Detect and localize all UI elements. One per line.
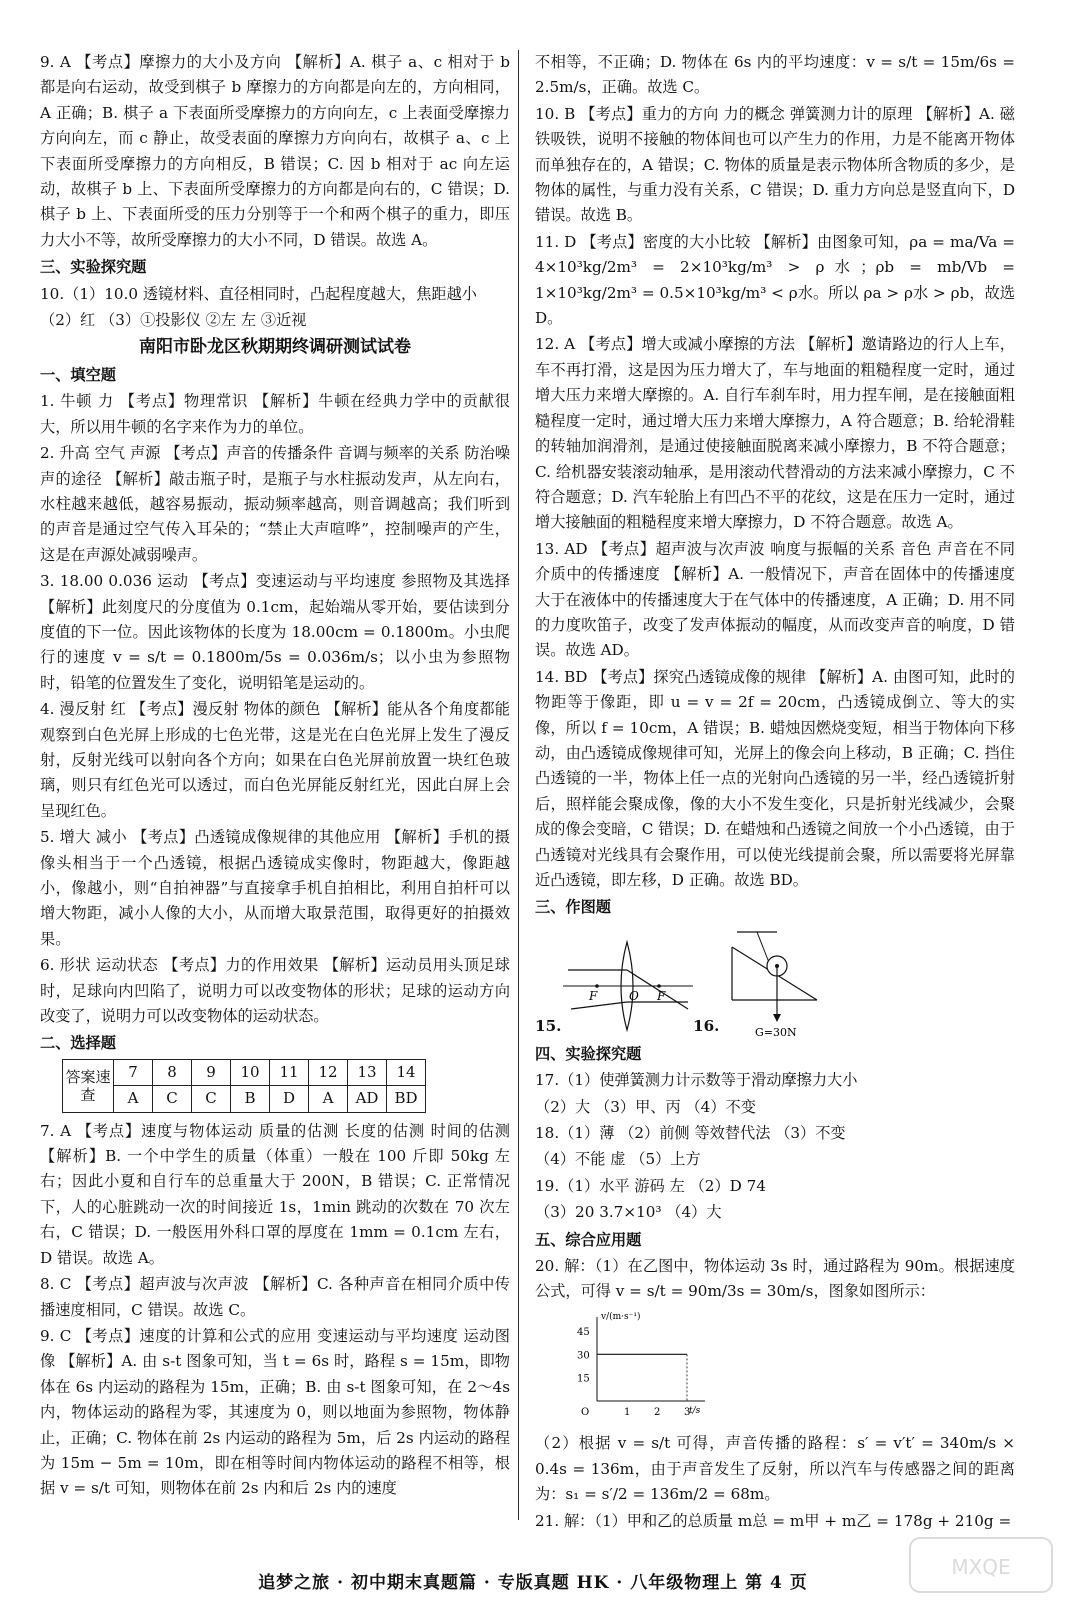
answer-paragraph: 11. D 【考点】密度的大小比较 【解析】由图象可知，ρa = ma/Va = 4×10³kg/2m³ = 2×10³kg/m³ > ρ水；ρb = mb/Vb = 1×10³kg/2m³ = 0.5×10³kg/m³ < ρ水。所以 ρa > ρ水 > ρb，故选 D。 — [535, 232, 1015, 328]
drawing-figures — [535, 922, 1015, 1040]
answer-cell: BD — [387, 1086, 426, 1112]
section-heading: 二、选择题 — [40, 1034, 116, 1053]
svg-text:MXQE: MXQE — [951, 1555, 1011, 1579]
answer-quick-check-table — [62, 1059, 426, 1113]
answer-paragraph: （2）红 （3）①投影仪 ②左 左 ③近视 — [40, 311, 307, 330]
right-column-part-b — [535, 1042, 1015, 1305]
page-footer: 追梦之旅 · 初中期末真题篇 · 专版真题 HK · 八年级物理上 第 4 页 — [258, 1573, 808, 1593]
y-tick-label: 45 — [577, 1326, 590, 1338]
x-axis-label: t/s — [689, 1405, 701, 1416]
y-tick-label: 15 — [577, 1373, 590, 1385]
answer-paragraph: 9. A 【考点】摩擦力的大小及方向 【解析】A. 棋子 a、c 相对于 b 都是向右运动，故受到棋子 b 摩擦力的方向都是向左的，方向相同，A 正确；B. 棋子 a 下表面所受摩擦力的方向向左，c 上表面受摩擦力方向向左，而 c 静止，故受表面的摩擦力方向向右，故棋子 a、c 上下表面所受摩擦力的方向相反，B 错误；C. 因 b 相对于 ac 向左运动，故棋子 b 上、下表面所受摩擦力的方向都是向右的，C 错误；D. 棋子 b 上、下表面所受的压力分别等于一个和两个棋子的重力，即压力大小不等，故所受摩擦力的大小不同，D 错误。故选 A。 — [40, 53, 510, 249]
question-number-cell: 12 — [309, 1059, 348, 1085]
answer-cell: B — [231, 1086, 270, 1112]
answer-paragraph: 19.（1）水平 游码 左 （2）D 74 — [535, 1176, 766, 1195]
right-column-part-c — [535, 1431, 1015, 1534]
incline-force-diagram — [717, 922, 827, 1040]
answer-paragraph: （3）20 3.7×10³ （4）大 — [535, 1203, 722, 1222]
question-number-cell: 10 — [231, 1059, 270, 1085]
x-tick-label: O — [581, 1406, 590, 1418]
center-label: O — [629, 988, 639, 1003]
column-divider — [518, 50, 519, 1520]
section-heading: 四、实验探究题 — [535, 1044, 642, 1063]
y-axis-label: v/(m·s⁻¹) — [601, 1311, 641, 1322]
answer-paragraph: 1. 牛顿 力 【考点】物理常识 【解析】牛顿在经典力学中的贡献很大，所以用牛顿的名字来作为力的单位。 — [40, 392, 510, 436]
velocity-time-chart — [575, 1309, 1015, 1427]
watermark-logo — [906, 1534, 1056, 1596]
question-number-cell: 11 — [270, 1059, 309, 1085]
answer-paragraph: 不相等，不正确；D. 物体在 6s 内的平均速度：v = s/t = 15m/6s = 2.5m/s，正确。故选 C。 — [535, 53, 1015, 97]
answer-cell: C — [192, 1086, 231, 1112]
answer-paragraph: （2）根据 v = s/t 可得，声音传播的路程：s′ = v′t′ = 340m/s × 0.4s = 136m，由于声音发生了反射，所以汽车与传感器之间的距离为：s₁ = s′/2 = 136m/2 = 68m。 — [535, 1434, 1015, 1504]
answer-paragraph: 10. B 【考点】重力的方向 力的概念 弹簧测力计的原理 【解析】A. 磁铁吸铁，说明不接触的物体间也可以产生力的作用，力是不能离开物体而单独存在的，A 错误；C. 物体的质量是表示物体所含物质的多少，是物体的属性，与重力没有关系，C 错误；D. 重力方向总是竖直向下，D 错误。故选 B。 — [535, 104, 1015, 225]
section-heading: 五、综合应用题 — [535, 1230, 642, 1249]
answer-paragraph: 2. 升高 空气 声源 【考点】声音的传播条件 音调与频率的关系 防治噪声的途径 【解析】敲击瓶子时，是瓶子与水柱振动发声，从左向右，水柱越来越低，越容易振动，振动频率越高，则音调越高；我们听到的声音是通过空气传入耳朵的；“禁止大声喧哗”，控制噪声的产生，这是在声源处减弱噪声。 — [40, 444, 510, 564]
x-tick-label: 3 — [684, 1406, 691, 1418]
right-column — [535, 50, 1015, 1535]
section-heading: 三、实验探究题 — [40, 258, 147, 277]
answer-paragraph: 18.（1）薄 （2）前侧 等效替代法 （3）不变 — [535, 1124, 846, 1143]
question-number-cell: 14 — [387, 1059, 426, 1085]
answer-paragraph: 20. 解：（1）在乙图中，物体运动 3s 时，通过路程为 90m。根据速度公式，可得 v = s/t = 90m/3s = 30m/s，图象如图所示： — [535, 1257, 1015, 1301]
question-number-cell: 7 — [114, 1059, 153, 1085]
question-number-cell: 13 — [348, 1059, 387, 1085]
answer-cell: AD — [348, 1086, 387, 1112]
answer-paragraph: 9. C 【考点】速度的计算和公式的应用 变速运动与平均速度 运动图像 【解析】A. 由 s-t 图象可知，当 t = 6s 时，路程 s = 15m，即物体在 6s 内运动的路程为 15m，正确；B. 由 s-t 图象可知，在 2～4s 内，物体运动的路程为零，其速度为 0，则以地面为参照物，物体静止，正确；C. 物体在前 2s 内运动的路程为 5m，后 2s 内运动的路程为 15m − 5m = 10m，即在相等时间内物体运动的路程不相等，根据 v = s/t 可知，则物体在前 2s 内和后 2s 内的速度 — [40, 1326, 510, 1498]
answer-paragraph: 12. A 【考点】增大或减小摩擦的方法 【解析】邀请路边的行人上车，车不再打滑，这是因为压力增大了，车与地面的粗糙程度一定时，通过增大压力来增大摩擦的。A. 自行车刹车时，用力捏车闸，是在接触面粗糙程度一定时，通过增大压力来增大摩擦力，A 符合题意；B. 给轮滑鞋的转轴加润滑剂，是通过使接触面脱离来减小摩擦力，B 不符合题意；C. 给机器安装滚动轴承，是用滚动代替滑动的方法来减小摩擦力，C 不符合题意；D. 汽车轮胎上有凹凸不平的花纹，这是在压力一定时，通过增大接触面的粗糙程度来增大摩擦力，D 不符合题意。故选 A。 — [535, 335, 1015, 532]
y-tick-label: 30 — [577, 1350, 590, 1362]
answer-paragraph: （4）不能 虚 （5）上方 — [535, 1150, 701, 1169]
left-column — [40, 50, 510, 1503]
x-tick-label: 1 — [624, 1406, 631, 1418]
answer-cell: C — [153, 1086, 192, 1112]
figure-16-label: 16. — [693, 1016, 720, 1035]
answer-paragraph: 21. 解：（1）甲和乙的总质量 m总 = m甲 + m乙 = 178g + 210g = — [535, 1511, 1012, 1530]
velocity-time-chart-svg — [575, 1309, 725, 1419]
section-heading: 三、作图题 — [535, 898, 611, 917]
answer-paragraph: 10.（1）10.0 透镜材料、直径相同时，凸起程度越大，焦距越小 — [40, 284, 477, 303]
answer-paragraph: 4. 漫反射 红 【考点】漫反射 物体的颜色 【解析】能从各个角度都能观察到白色光屏上形成的七色光带，这是光在白色光屏上发生了漫反射，反射光线可以射向各个方向；如果在白色光屏前放置一块红色玻璃，则只有红色光可以透过，而白色光屏能反射红光，因此白屏上会呈现红色。 — [40, 700, 510, 820]
answer-paragraph: 8. C 【考点】超声波与次声波 【解析】C. 各种声音在相同介质中传播速度相同，C 错误。故选 C。 — [40, 1275, 510, 1319]
x-tick-label: 2 — [654, 1406, 661, 1418]
answer-paragraph: （2）大 （3）甲、丙 （4）不变 — [535, 1097, 756, 1116]
figure-15-label: 15. — [535, 1016, 562, 1035]
lens-ray-diagram — [563, 934, 693, 1034]
answer-paragraph: 13. AD 【考点】超声波与次声波 响度与振幅的关系 音色 声音在不同介质中的传播速度 【解析】A. 一般情况下，声音在固体中的传播速度大于在液体中的传播速度大于在气体中的传播速度，A 正确；D. 用不同的力度吹笛子，改变了发声体振动的幅度，从而改变声音的响度，D 错误。故选 AD。 — [535, 539, 1015, 660]
question-number-cell: 9 — [192, 1059, 231, 1085]
answer-paragraph: 5. 增大 减小 【考点】凸透镜成像规律的其他应用 【解析】手机的摄像头相当于一个凸透镜，根据凸透镜成实像时，物距越大，像距越小，像越小，则“自拍神器”与直接拿手机自拍相比，利用自拍杆可以增大物距，减小人像的大小，从而增大取景范围，取得更好的拍摄效果。 — [40, 828, 510, 948]
answer-cell: A — [309, 1086, 348, 1112]
answer-table-header: 答案速查 — [63, 1059, 114, 1112]
answer-cell: A — [114, 1086, 153, 1112]
answer-paragraph: 17.（1）使弹簧测力计示数等于滑动摩擦力大小 — [535, 1071, 858, 1090]
right-column-part-a — [535, 50, 1015, 921]
answer-paragraph: 14. BD 【考点】探究凸透镜成像的规律 【解析】A. 由图可知，此时的物距等于像距，即 u = v = 2f = 20cm，凸透镜成倒立、等大的实像，所以 f = 10cm，A 错误；B. 蜡烛因燃烧变短，相当于物体向下移动，由凸透镜成像规律可知，光屏上的像会向上移动，B 正确；C. 挡住凸透镜的一半，物体上任一点的光射向凸透镜的另一半，经凸透镜折射后，照样能会聚成像，像的大小不发生变化，只是折射光线减少，会聚成的像会变暗，C 错误；D. 在蜡烛和凸透镜之间放一个小凸透镜，由于凸透镜对光线具有会聚作用，可以使光线提前会聚，所以需要将光屏靠近凸透镜，即左移，D 正确。故选 BD。 — [535, 667, 1015, 889]
exam-title: 南阳市卧龙区秋期期终调研测试试卷 — [139, 337, 411, 358]
answer-paragraph: 7. A 【考点】速度与物体运动 质量的估测 长度的估测 时间的估测 【解析】B. 一个中学生的质量（体重）一般在 100 斤即 50kg 左右；因此小夏和自行车的总重量大于 200N，B 错误；C. 正常情况下，人的心脏跳动一次的时间接近 1s，1min 跳动的次数在 70 次左右，C 错误；D. 一般医用外科口罩的厚度在 1mm = 0.1cm 左右，D 错误。故选 A。 — [40, 1121, 510, 1267]
question-number-cell: 8 — [153, 1059, 192, 1085]
answer-paragraph: 6. 形状 运动状态 【考点】力的作用效果 【解析】运动员用头顶足球时，足球向内凹陷了，说明力可以改变物体的形状；足球的运动方向改变了，说明力可以改变物体的运动状态。 — [40, 956, 510, 1026]
gravity-label: G=30N — [755, 1025, 797, 1039]
focus-left-label: F — [589, 988, 598, 1003]
section-heading: 一、填空题 — [40, 365, 116, 384]
answer-paragraph: 3. 18.00 0.036 运动 【考点】变速运动与平均速度 参照物及其选择 【解析】此刻度尺的分度值为 0.1cm，起始端从零开始，要估读到分度值的下一位。因此该物体的长度为 18.00cm = 0.1800m。小虫爬行的速度 v = s/t = 0.1800m/5s = 0.036m/s；以小虫为参照物时，铅笔的位置发生了变化，说明铅笔是运动的。 — [40, 572, 510, 692]
answer-cell: D — [270, 1086, 309, 1112]
focus-right-label: F — [657, 988, 666, 1003]
